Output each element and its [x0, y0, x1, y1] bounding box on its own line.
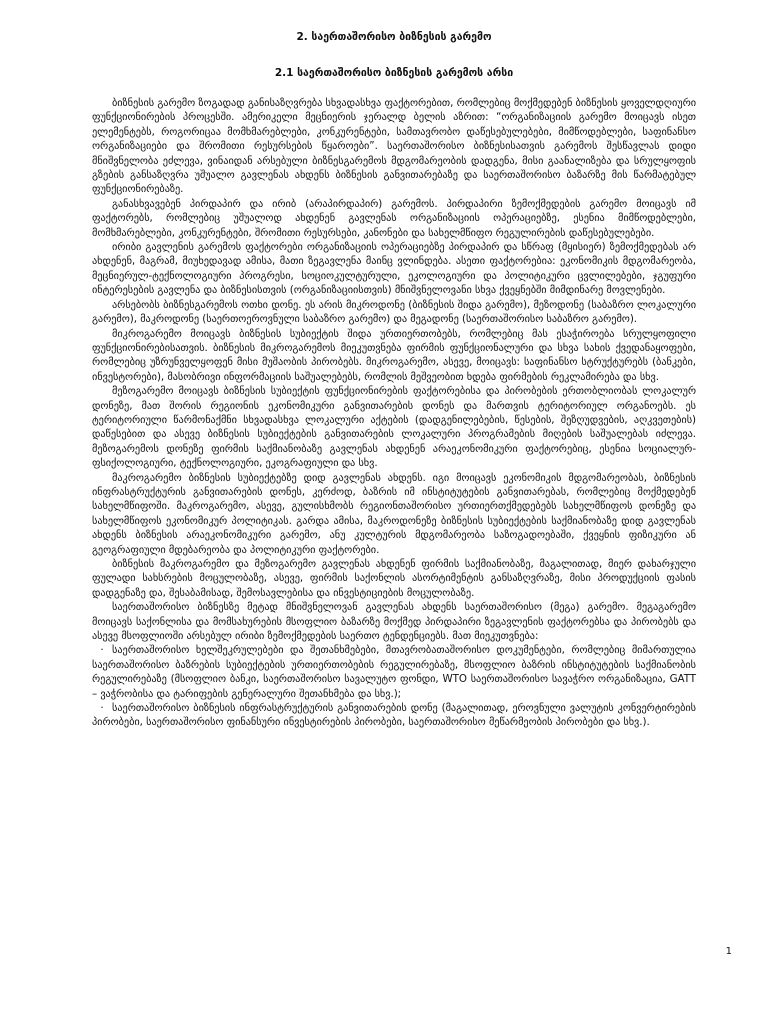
- document-body: [92, 96, 696, 730]
- bullet-text: საერთაშორისო ბიზნესის ინფრასტრუქტურის განვითარების დონე (მაგალითად, ეროვნული ვალუტის კონვერტირების პირობები, საერთაშორისო ფინანსური ინვესტირების პირობები, საერთაშორისო მეწარმეობის პირობები და სხვ.).: [92, 702, 696, 729]
- bullet-marker: ·: [100, 644, 104, 657]
- paragraph: არსებობს ბიზნესგარემოს ოთხი დონე. ეს არის მიკროდონე (ბიზნესის შიდა გარემო), მეზოდონე (საბაზრო ლოკალური გარემო), მაკროდონე (საერთოეროვნული საბაზრო გარემო) და მეგადონე (საერთაშორისო საბაზრო გარემო).: [92, 298, 696, 326]
- bullet-item: [92, 643, 696, 701]
- page-number: 1: [725, 946, 732, 957]
- chapter-heading: 2. საერთაშორისო ბიზნესის გარემო: [296, 31, 492, 43]
- paragraph: განასხვავებენ პირდაპირ და ირიბ (არაპირდაპირ) გარემოს. პირდაპირი ზემოქმედების გარემო მოიცავს იმ ფაქტორებს, რომლებიც უშუალოდ ახდენენ გავლენას ორგანიზაციის ოპერაციებზე, ესენია მიმწოდებლები, მომხმარებლები, კონკურენტები, შრომითი რესურსები, კანონები და სახელმწიფო რეგულირების დაწესებულებები.: [92, 197, 696, 239]
- paragraph: ირიბი გავლენის გარემოს ფაქტორები ორგანიზაციის ოპერაციებზე პირდაპირ და სწრაფ (მყისიერ) ზემოქმედებას არ ახდენენ, მაგრამ, მიუხედავად ამისა, მათი ზეგავლენა მაინც ვლინდება. ასეთი ფაქტორებია: ეკონომიკის მდგომარეობა, მეცნიერულ-ტექნოლოგიური პროგრესი, სოციოკულტურული, ეკოლოგიური და პოლიტიკური ცვლილებები, ჯგუფური ინტერესების გავლენა და ბიზნესისთვის (ორგანიზაციისთვის) მნიშვნელოვანი სხვა ქვეყნებში მიმდინარე მოვლენები.: [92, 241, 696, 297]
- paragraph: ბიზნესის მაკროგარემო და მეზოგარემო გავლენას ახდენენ ფირმის საქმიანობაზე, მაგალითად, მიერ დახარჯული ფულადი სახსრების მოცულობაზე, ასევე, ფირმის საქონლის ასორტიმენტის განსაზღვრაზე, მისი პროდუქციის ფასის დადგენაზე და, შესაბამისად, შემოსავლებისა და ინვესტიციების მოცულობაზე.: [92, 558, 696, 599]
- paragraph: მაკროგარემო ბიზნესის სუბიექტებზე დიდ გავლენას ახდენს. იგი მოიცავს ეკონომიკის მდგომარეობას, ბიზნესის ინფრასტრუქტურის განვითარების დონეს, კერძოდ, ბაზრის იმ ინსტიტუტების განვითარებას, რომლებიც მოქმედებენ სახელმწიფოში. მაკროგარემო, ასევე, გულისხმობს რეგიონთაშორისო ურთიერთქმედებებს სახელმწიფოს დონეზე და სახელმწიფოს ეკონომიკურ პოლიტიკას. გარდა ამისა, მაკროდონეზე ბიზნესის სუბიექტების საქმიანობაზე დიდ გავლენას ახდენს ბიზნესის არაეკონომიკური გარემო, ანუ კულტურის მდგომარეობა საზოგადოებაში, ქვეყნის ფიზიკური ან გეოგრაფიული მდებარეობა და პოლიტიკური ფაქტორები.: [92, 471, 696, 556]
- bullet-text: საერთაშორისო ხელშეკრულებები და შეთანხმებები, მთავრობათაშორისო დოკუმენტები, რომლებიც მიმართულია საერთაშორისო ბაზრების სუბიექტების ურთიერთობების რეგულირებაზე, მსოფლიო ბაზრის ინსტიტუტების საქმიანობის რეგულირებაზე (მსოფლიო ბანკი, საერთაშორისო სავალუტო ფონდი, WTO საერთაშორისო სავაჭრო ორგანიზაცია, GATT – ვაჭრობისა და ტარიფების გენერალური შეთანხმება და სხვ.);: [92, 644, 696, 700]
- bullet-item: [92, 701, 696, 730]
- section-heading: 2.1 საერთაშორისო ბიზნესის გარემოს არსი: [274, 67, 514, 79]
- paragraph: მიკროგარემო მოიცავს ბიზნესის სუბიექტის შიდა ურთიერთობებს, რომლებიც მას ესაჭიროება სრულყოფილი ფუნქციონირებისათვის. ბიზნესის მიკროგარემოს მიეკუთვნება ფირმის ფუნქციონალური და სხვა სახის ქვედანაყოფები, რომლებიც უზრუნველყოფენ მისი მუშაობის პირობებს. მიკროგარემო, ასევე, მოიცავს: საფინანსო სტრუქტურებს (ბანკები, ინვესტორები), მასობრივი ინფორმაციის საშუალებებს, რომლის მეშვეობით ხდება ფირმების რეკლამირება და სხვ.: [92, 327, 696, 383]
- paragraph: მეზოგარემო მოიცავს ბიზნესის სუბიექტის ფუნქციონირების ფაქტორებისა და პირობების ერთობლიობას ლოკალურ დონეზე, მათ შორის რეგიონის ეკონომიკური განვითარების დონეს და მართვის ტერიტორიულ ორგანოებს. ეს ტერიტორიული წარმონაქმნი სხვადასხვა ლოკალური აქტების (დადგენილებების, წესების, შეზღუდვების, აღკვეთების) დაწესებით და ასევე ბიზნესის სუბიექტების განვითარების ლოკალური პროგრამების მიღების საშუალებას იძლევა. მეზოგარემოს დონეზე ფირმის საქმიანობაზე გავლენას ახდენენ არაეკონომიკური ფაქტორებიც, ესენია სოციალურ-ფსიქოლოგიური, ტექნოლოგიური, ეკოგრაფიული და სხვ.: [92, 385, 696, 470]
- paragraph: საერთაშორისო ბიზნესზე მეტად მნიშვნელოვან გავლენას ახდენს საერთაშორისო (მეგა) გარემო. მეგაგარემო მოიცავს საქონლისა და მომსახურების მსოფლიო ბაზარზე მოქმედ პირდაპირი ზეგავლენის ფაქტორებსა და პირობებს და ასევე მსოფლიოში არსებულ ირიბი ზემოქმედების საერთო ტენდენციებს. მათ მიეკუთვნება:: [92, 601, 696, 643]
- bullet-marker: ·: [100, 702, 104, 715]
- paragraph: ბიზნესის გარემო ზოგადად განისაზღვრება სხვადასხვა ფაქტორებით, რომლებიც მოქმედებენ ბიზნესის ყოველდღიური ფუნქციონირების პროცესში. ამერიკელი მეცნიერის ჯერალდ ბელის აზრით: “ორგანიზაციის გარემო მოიცავს ისეთ ელემენტებს, როგორიცაა მომხმარებლები, კონკურენტები, სამთავრობო დაწესებულებები, მიმწოდებლები, საფინანსო ორგანიზაციები და შრომითი რესურსების წყაროები”. საერთაშორისო ბიზნესისათვის გარემოს შესწავლას დიდი მნიშვნელობა ეძლევა, ვინაიდან არსებული ბიზნესგარემოს მდგომარეობის დადგენა, მისი გაანალიზება და სრულყოფის გზების განსაზღვრა უშუალო გავლენას ახდენს ბიზნესის განვითარებაზე და საერთაშორისო ბაზარზე მის წარმატებულ ფუნქციონირებაზე.: [92, 97, 696, 196]
